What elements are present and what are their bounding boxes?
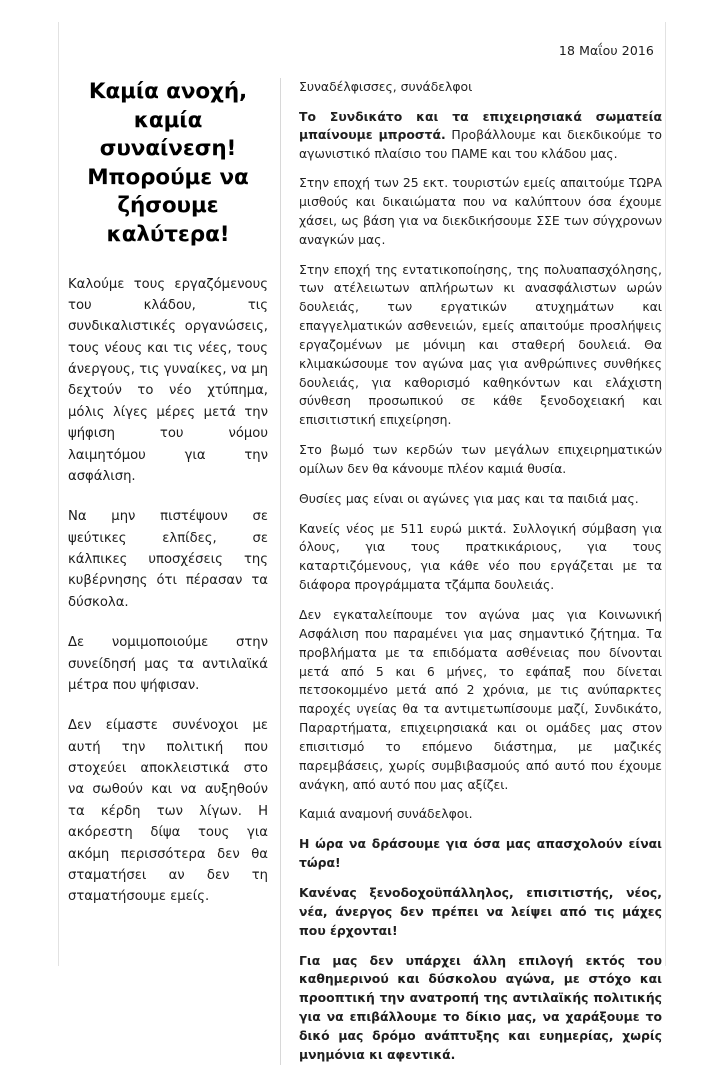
left-column	[68, 78, 280, 908]
right-column	[281, 78, 662, 1065]
right-paragraph-3: Στο βωμό των κερδών των μεγάλων επιχειρηματικών ομίλων δεν θα κάνουμε πλέον καμιά θυσία.	[299, 442, 662, 476]
call-to-action-2: Κανένας ξενοδοχοϋπάλληλος, επισιτιστής, νέος, νέα, άνεργος δεν πρέπει να λείψει από τις μάχες που έρχονται!	[299, 884, 662, 938]
page-frame-line-left	[58, 22, 59, 966]
salutation: Συναδέλφισσες, συνάδελφοι	[299, 79, 473, 94]
left-paragraph-3: Δε νομιμοποιούμε στην συνείδησή μας τα αντιλαϊκά μέτρα που ψήφισαν.	[68, 635, 268, 693]
left-paragraph-2: Να μην πιστέψουν σε ψεύτικες ελπίδες, σε κάλπικες υποσχέσεις της κυβέρνησης ότι πέρασαν τα δύσκολα.	[68, 509, 268, 610]
page-frame-line-right	[665, 22, 666, 966]
right-paragraph-4: Θυσίες μας είναι οι αγώνες για μας και τα παιδιά μας.	[299, 490, 639, 506]
right-paragraph-5: Κανείς νέος με 511 ευρώ μικτά. Συλλογική σύμβαση για όλους, για τους πρατκικάριους, για τους καταρτιζόμενους, για κάθε νέο που εργάζεται με τα διάφορα προγράμματα τζάμπα δουλειάς.	[299, 520, 662, 593]
intro-rest: Προβάλλουμε και διεκδικούμε το αγωνιστικό πλαίσιο του ΠΑΜΕ και του κλάδου μας.	[299, 127, 662, 162]
call-to-action-1: Η ώρα να δράσουμε για όσα μας απασχολούν είναι τώρα!	[299, 836, 662, 871]
right-paragraph-2: Στην εποχή της εντατικοποίησης, της πολυαπασχόλησης, των ατέλειωτων απλήρωτων κι ανασφάλιστων ωρών δουλειάς, των εργατικών ατυχημάτων και επαγγελματικών ασθενειών, εμείς απαιτούμε προσλήψεις εργαζομένων με μόνιμη και σταθερή δουλειά. Θα κλιμακώσουμε τον αγώνα μας για ανθρώπινες συνθήκες δουλειάς, για καθορισμό καθηκόντων και ελάχιστη σύνθεση προσωπικού σε κάθε ξενοδοχειακή και επισιτιστική επιχείρηση.	[299, 261, 662, 428]
document-date: 18 Μαΐου 2016	[558, 43, 654, 58]
right-paragraph-6: Δεν εγκαταλείπουμε τον αγώνα μας για Κοινωνική Ασφάλιση που παραμένει για μας σημαντικό ζήτημα. Τα προβλήματα με τα επιδόματα ασθένειας που δίνονται μετά από 5 και 6 μήνες, το εφάπαξ που δίνεται πετσοκομμένο μετά από 2 χρόνια, με τις ανύπαρκτες παροχές υγείας θα τα αντιμετωπίσουμε μαζί, Συνδικάτο, Παραρτήματα, επιχειρησιακά και οι ομάδες μας στον επισιτισμό το επόμενο διάστημα, με μαζικές παρεμβάσεις, χωρίς συμβιβασμούς από αυτό που έχουμε ανάγκη, από αυτό που μας αξίζει.	[299, 607, 662, 792]
right-paragraph-7: Καμιά αναμονή συνάδελφοι.	[299, 806, 473, 822]
page-title: Καμία ανοχή, καμία συναίνεση! Μπορούμε να ζήσουμε καλύτερα!	[87, 79, 249, 247]
intro-paragraph	[299, 108, 662, 165]
left-paragraph-4: Δεν είμαστε συνένοχοι με αυτή την πολιτική που στοχεύει αποκλειστικά στο να σωθούν και να αυξηθούν τα κέρδη των λίγων. Η ακόρεστη δίψα τους για ακόμη περισσότερα δεν θα σταματήσει αν δεν τη σταματήσουμε εμείς.	[68, 718, 268, 905]
right-paragraph-1: Στην εποχή των 25 εκτ. τουριστών εμείς απαιτούμε ΤΩΡΑ μισθούς και δικαιώματα που να καλύπτουν όσα έχουμε χάσει, ως βάση για να διεκδικήσουμε ΣΣΕ των σύγχρονων αναγκών μας.	[299, 175, 662, 247]
intro-bold-lead: Το Συνδικάτο και τα επιχειρησιακά σωματεία μπαίνουμε μπροστά.	[299, 108, 662, 143]
left-paragraph-1: Καλούμε τους εργαζόμενους του κλάδου, τις συνδικαλιστικές οργανώσεις, τους νέους και τις νέες, τους άνεργους, τις γυναίκες, να μη δεχτούν το νέο χτύπημα, μόλις λίγες μέρες μετά την ψήφιση του νόμου λαιμητόμου για την ασφάλιση.	[68, 276, 268, 484]
call-to-action-3: Για μας δεν υπάρχει άλλη επιλογή εκτός του καθημερινού και δύσκολου αγώνα, με στόχο και προοπτική την ανατροπή της αντιλαϊκής πολιτικής για να επιβάλλουμε το δίκιο μας, να χαράξουμε το δικό μας δρόμο ανάπτυξης και ευημερίας, χωρίς μνημόνια κι αφεντικά.	[299, 952, 662, 1062]
document-header	[70, 40, 654, 62]
two-column-layout	[68, 78, 662, 1065]
